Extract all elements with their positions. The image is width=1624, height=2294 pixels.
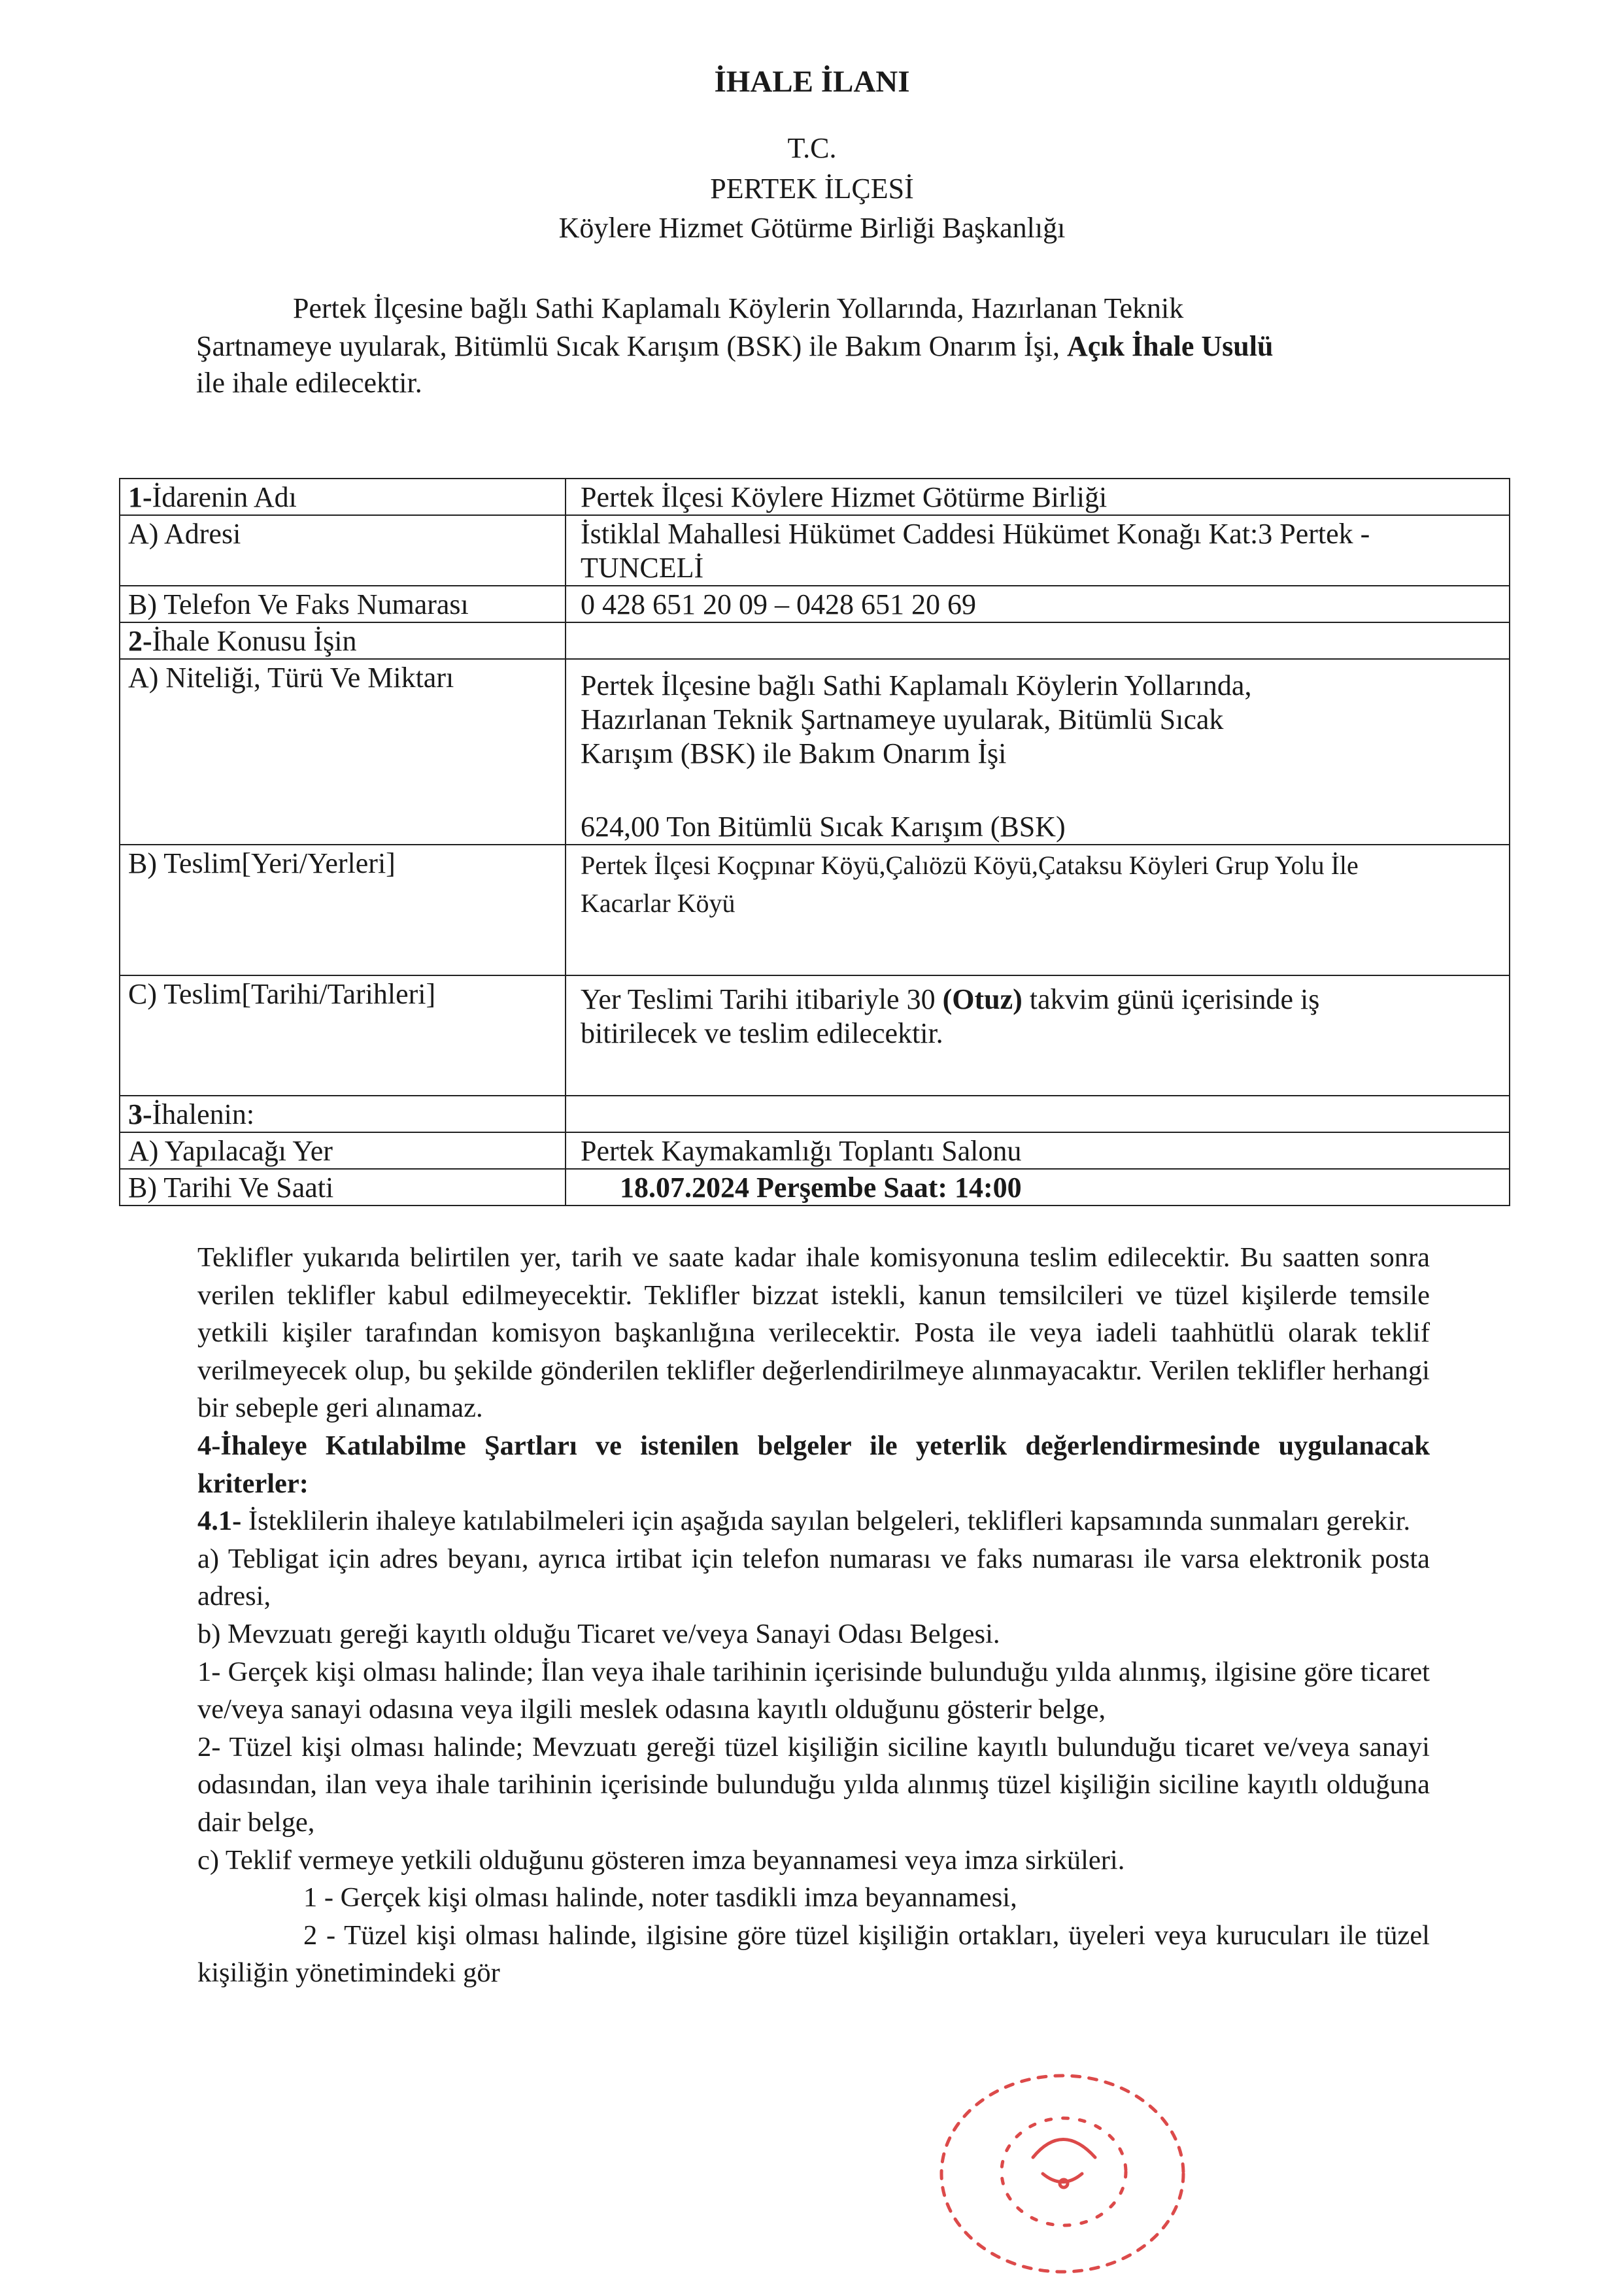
row-label-tender: 3-İhalenin: bbox=[120, 1096, 566, 1132]
header-tc: T.C. bbox=[787, 132, 837, 164]
table-row bbox=[120, 622, 1510, 659]
row-value-nature: Pertek İlçesine bağlı Sathi Kaplamalı Köylerin Yollarında, Hazırlanan Teknik Şartnameye uyularak, Bitümlü Sıcak Karışım (BSK) ile Bakım Onarım İşi 624,00 Ton Bitümlü Sıcak Karışım (BSK) bbox=[566, 659, 1510, 845]
paragraph-b-2: 2- Tüzel kişi olması halinde; Mevzuatı gereği tüzel kişiliğin siciline kayıtlı bulunduğu ticaret ve/veya sanayi odasından, ilan veya ihale tarihinin içerisinde bulunduğu yılda alınmış tüzel kişiliğin siciline kayıtlı olduğuna dair belge, bbox=[197, 1731, 1430, 1838]
paragraph-4-1: 4.1- İsteklilerin ihaleye katılabilmeleri için aşağıda sayılan belgeleri, teklifleri kapsamında sunmaları gerekir. bbox=[197, 1506, 1411, 1537]
row-value-location: Pertek Kaymakamlığı Toplantı Salonu bbox=[566, 1132, 1510, 1169]
table-row bbox=[120, 659, 1510, 845]
intro-line-3: ile ihale edilecektir. bbox=[196, 367, 422, 399]
table-row bbox=[120, 1132, 1510, 1169]
row-value-empty bbox=[566, 1096, 1510, 1132]
table-row bbox=[120, 1096, 1510, 1132]
header-institution: Köylere Hizmet Götürme Birliği Başkanlığı bbox=[558, 212, 1066, 244]
paragraph-c: c) Teklif vermeye yetkili olduğunu gösteren imza beyannamesi veya imza sirküleri. bbox=[197, 1844, 1125, 1876]
section-heading-4: 4-İhaleye Katılabilme Şartları ve istenilen belgeler ile yeterlik değerlendirmesinde uygulanacak kriterler: bbox=[197, 1430, 1430, 1499]
row-value-delivery-date: Yer Teslimi Tarihi itibariyle 30 (Otuz) takvim günü içerisinde iş bitirilecek ve teslim edilecektir. bbox=[566, 975, 1510, 1096]
tender-method: Açık İhale Usulü bbox=[1067, 330, 1274, 362]
row-label-subject: 2-İhale Konusu İşin bbox=[120, 622, 566, 659]
row-label-admin-name: 1-İdarenin Adı bbox=[120, 479, 566, 515]
table-row bbox=[120, 515, 1510, 586]
paragraph-b: b) Mevzuatı gereği kayıtlı olduğu Ticaret ve/veya Sanayi Odası Belgesi. bbox=[197, 1618, 1000, 1649]
table-row bbox=[120, 1169, 1510, 1206]
paragraph-b-1: 1- Gerçek kişi olması halinde; İlan veya ihale tarihinin içerisinde bulunduğu yılda alınmış, ilgisine göre ticaret ve/veya sanayi odasına veya ilgili meslek odasına kayıtlı olduğunu gösterir belge, bbox=[197, 1656, 1430, 1725]
paragraph-c-1: 1 - Gerçek kişi olması halinde, noter tasdikli imza beyannamesi, bbox=[303, 1882, 1017, 1914]
official-seal-stamp bbox=[912, 2059, 1206, 2275]
tender-info-table bbox=[119, 478, 1510, 1206]
row-label-address: A) Adresi bbox=[120, 515, 566, 586]
row-label-delivery-place: B) Teslim[Yeri/Yerleri] bbox=[120, 845, 566, 975]
row-label-delivery-date: C) Teslim[Tarihi/Tarihleri] bbox=[120, 975, 566, 1096]
row-label-phone: B) Telefon Ve Faks Numarası bbox=[120, 586, 566, 622]
row-value-empty bbox=[566, 622, 1510, 659]
intro-line-1: Pertek İlçesine bağlı Sathi Kaplamalı Köylerin Yollarında, Hazırlanan Teknik bbox=[293, 292, 1184, 324]
row-label-date-time: B) Tarihi Ve Saati bbox=[120, 1169, 566, 1206]
table-row bbox=[120, 975, 1510, 1096]
row-label-nature: A) Niteliği, Türü Ve Miktarı bbox=[120, 659, 566, 845]
table-row bbox=[120, 586, 1510, 622]
paragraph-submission: Teklifler yukarıda belirtilen yer, tarih ve saate kadar ihale komisyonuna teslim edilecektir. Bu saatten sonra verilen teklifler kabul edilmeyecektir. Teklifler bizzat istekli, kanun temsilcileri ve tüzel kişilerde temsile yetkili kişiler tarafından komisyon başkanlığına verilecektir. Posta ile veya iadeli taahhütlü olarak teklif verilmeyecek olup, bu şekilde gönderilen teklifler değerlendirilmeye alınmayacaktır. Verilen teklifler herhangi bir sebeple geri alınamaz. bbox=[197, 1242, 1430, 1424]
body-text bbox=[197, 1239, 1430, 1992]
table-row bbox=[120, 479, 1510, 515]
table-row bbox=[120, 845, 1510, 975]
intro-line-2: Şartnameye uyularak, Bitümlü Sıcak Karışım (BSK) ile Bakım Onarım İşi, Açık İhale Usulü bbox=[196, 330, 1274, 362]
quantity: 624,00 Ton Bitümlü Sıcak Karışım (BSK) bbox=[581, 811, 1066, 843]
document-title: İHALE İLANI bbox=[714, 65, 910, 99]
row-value-date-time: 18.07.2024 Perşembe Saat: 14:00 bbox=[566, 1169, 1510, 1206]
header-district: PERTEK İLÇESİ bbox=[710, 173, 914, 205]
paragraph-c-2: 2 - Tüzel kişi olması halinde, ilgisine göre tüzel kişiliğin ortakları, üyeleri veya kurucuları ile tüzel kişiliğin yönetimindeki gör bbox=[197, 1919, 1430, 1989]
row-label-location: A) Yapılacağı Yer bbox=[120, 1132, 566, 1169]
row-value-admin-name: Pertek İlçesi Köylere Hizmet Götürme Birliği bbox=[566, 479, 1510, 515]
row-value-address: İstiklal Mahallesi Hükümet Caddesi Hükümet Konağı Kat:3 Pertek - TUNCELİ bbox=[566, 515, 1510, 586]
row-value-delivery-place: Pertek İlçesi Koçpınar Köyü,Çalıözü Köyü,Çataksu Köyleri Grup Yolu İle Kacarlar Köyü bbox=[566, 845, 1510, 975]
row-value-phone: 0 428 651 20 09 – 0428 651 20 69 bbox=[566, 586, 1510, 622]
paragraph-a: a) Tebligat için adres beyanı, ayrıca irtibat için telefon numarası ve faks numarası ile varsa elektronik posta adresi, bbox=[197, 1543, 1430, 1612]
